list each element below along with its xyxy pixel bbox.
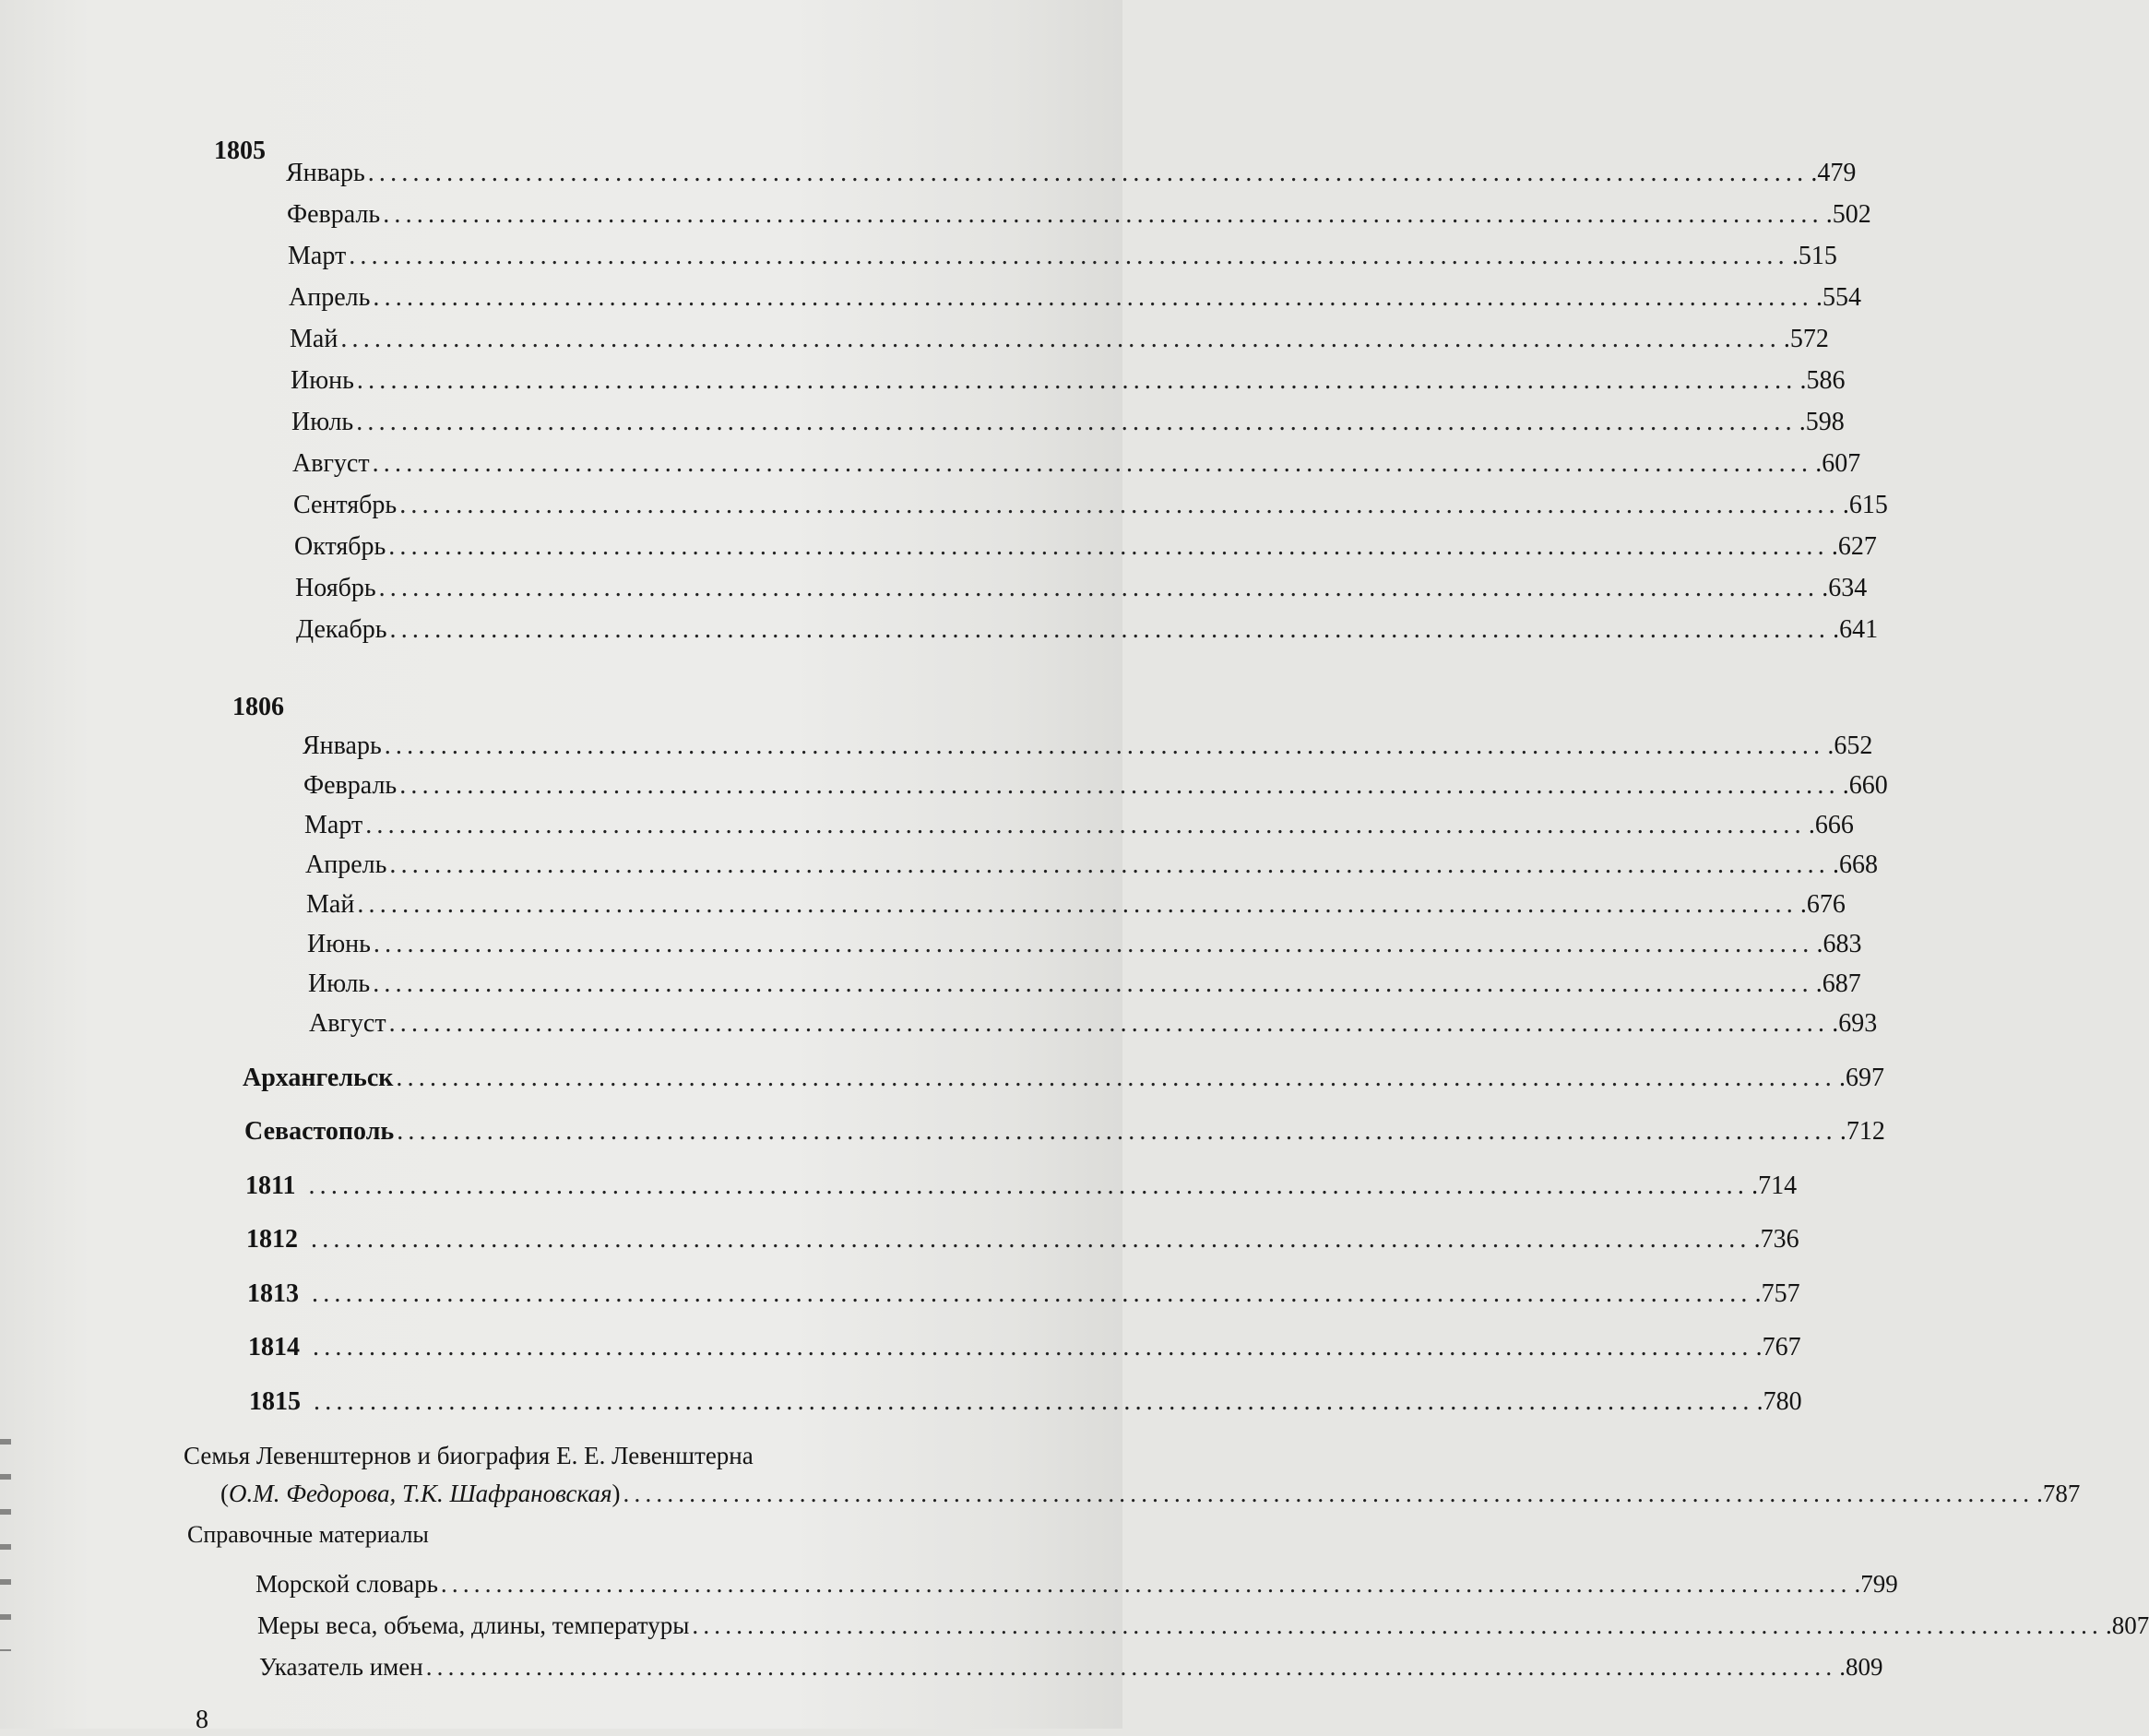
toc-entry-1805-01[interactable] [286, 157, 1857, 190]
toc-entry-label: 1815 [249, 1387, 301, 1416]
toc-page-number: .787 [2036, 1480, 2081, 1507]
toc-entry-label: Август [309, 1009, 386, 1038]
toc-entry-label: Архангельск [243, 1064, 394, 1092]
dot-leader: ................................................................................................................................ [312, 1279, 1752, 1308]
toc-entry-label: 1814 [248, 1333, 300, 1361]
toc-page-number: .676 [1799, 890, 1846, 919]
toc-entry-label: Июль [308, 969, 371, 998]
dot-leader: ................................................................................................................................ [349, 242, 1789, 270]
toc-page-number: .712 [1839, 1117, 1885, 1146]
toc-entry-1805-08[interactable] [292, 447, 1861, 481]
toc-entry-1805-06[interactable] [291, 364, 1846, 398]
toc-entry-1806-02[interactable] [303, 769, 1888, 803]
toc-entry-1805-04[interactable] [289, 281, 1861, 315]
toc-page-number: .687 [1815, 969, 1861, 998]
toc-entry-label: Январь [286, 159, 365, 187]
toc-ref-measures[interactable] [257, 1609, 2149, 1642]
toc-page-number: .641 [1833, 615, 1879, 644]
authors-line [220, 1477, 621, 1510]
toc-page-number: .502 [1825, 200, 1871, 229]
toc-entry-label: Апрель [305, 850, 387, 879]
toc-page-number: .736 [1753, 1225, 1799, 1254]
toc-ref-name-index[interactable] [259, 1650, 1883, 1683]
toc-entry-label: Сентябрь [293, 491, 398, 519]
dot-leader: ................................................................................................................................ [399, 771, 1840, 800]
toc-entry-1805-11[interactable] [295, 572, 1868, 605]
toc-entry-1805-05[interactable] [290, 323, 1829, 356]
toc-entry-label: Апрель [289, 283, 371, 312]
toc-page-number: .693 [1832, 1009, 1878, 1038]
toc-entry-label: Севастополь [244, 1117, 395, 1146]
dot-leader: ................................................................................................................................ [692, 1611, 2103, 1639]
toc-page-number: .697 [1839, 1064, 1885, 1092]
toc-entry-label: Октябрь [294, 532, 386, 561]
dot-leader: ................................................................................................................................ [397, 1117, 1837, 1146]
dot-leader: ................................................................................................................................ [313, 1333, 1753, 1361]
dot-leader: ................................................................................................................................ [399, 491, 1840, 519]
toc-page-number: .668 [1832, 850, 1878, 879]
toc-entry-1806-05[interactable] [306, 888, 1846, 922]
toc-entry-1806-07[interactable] [308, 968, 1861, 1001]
toc-page-number: .515 [1791, 242, 1837, 270]
toc-page-number: .607 [1815, 449, 1861, 478]
paren-close: ) [611, 1480, 621, 1507]
toc-page-number: .627 [1831, 532, 1877, 561]
toc-ref-marine-dictionary[interactable] [255, 1567, 1898, 1600]
toc-entry-label: Морской словарь [255, 1570, 438, 1598]
toc-entry-label: Февраль [303, 771, 398, 800]
toc-section-1812[interactable] [246, 1223, 1799, 1256]
dot-leader: ................................................................................................................................ [311, 1225, 1751, 1254]
toc-page-number: .660 [1842, 771, 1888, 800]
dot-leader: ................................................................................................................................ [425, 1653, 1837, 1681]
family-entry-authors[interactable] [220, 1477, 2081, 1510]
dot-leader: ................................................................................................................................ [357, 890, 1798, 919]
family-entry-title[interactable]: Семья Левенштернов и биография Е. Е. Левенштерна [184, 1442, 754, 1469]
toc-entry-label: Февраль [287, 200, 381, 229]
dot-leader: ................................................................................................................................ [623, 1480, 2035, 1507]
toc-section-1814[interactable] [248, 1331, 1801, 1364]
toc-entry-1805-03[interactable] [288, 240, 1837, 273]
toc-entry-1805-10[interactable] [294, 530, 1877, 564]
toc-entry-label: Указатель имен [259, 1653, 423, 1681]
toc-entry-1805-09[interactable] [293, 489, 1888, 522]
dot-leader: ................................................................................................................................ [367, 159, 1809, 187]
dot-leader: ................................................................................................................................ [388, 1009, 1830, 1038]
dot-leader: ................................................................................................................................ [373, 930, 1814, 958]
toc-page-number: .683 [1816, 930, 1862, 958]
dot-leader: ................................................................................................................................ [384, 731, 1825, 760]
dot-leader: ................................................................................................................................ [372, 449, 1813, 478]
dot-leader: ................................................................................................................................ [378, 574, 1820, 602]
toc-entry-label: Июнь [307, 930, 371, 958]
dot-leader: ................................................................................................................................ [373, 969, 1813, 998]
toc-entry-label: Ноябрь [295, 574, 376, 602]
toc-page-number: .634 [1822, 574, 1868, 602]
dot-leader: ................................................................................................................................ [340, 325, 1781, 353]
paren-open: ( [220, 1480, 229, 1507]
toc-entry-label: Июль [291, 408, 354, 436]
toc-entry-label: Май [306, 890, 355, 919]
toc-section-1811[interactable] [245, 1170, 1798, 1203]
reference-title: Справочные материалы [187, 1521, 429, 1548]
toc-page-number: .809 [1839, 1653, 1883, 1681]
toc-entry-label: Март [288, 242, 347, 270]
toc-entry-1806-04[interactable] [305, 849, 1878, 882]
toc-entry-label: Май [290, 325, 338, 353]
dot-leader: ................................................................................................................................ [373, 283, 1813, 312]
toc-page-number: .554 [1815, 283, 1861, 312]
toc-entry-1806-03[interactable] [304, 809, 1854, 842]
toc-page-number: .479 [1811, 159, 1857, 187]
toc-page-number: .598 [1799, 408, 1845, 436]
toc-entry-1806-01[interactable] [303, 730, 1873, 763]
toc-entry-label: 1811 [245, 1171, 296, 1200]
page-number: 8 [196, 1706, 208, 1734]
dot-leader: ................................................................................................................................ [365, 811, 1806, 839]
toc-section-1813[interactable] [247, 1278, 1800, 1311]
dot-leader: ................................................................................................................................ [308, 1171, 1750, 1200]
toc-section-sevastopol[interactable] [244, 1115, 1885, 1148]
toc-page-number: .780 [1756, 1387, 1802, 1416]
dot-leader: ................................................................................................................................ [356, 366, 1798, 395]
year-heading-1806: 1806 [232, 693, 284, 721]
toc-entry-1806-08[interactable] [309, 1007, 1878, 1040]
toc-entry-1805-07[interactable] [291, 406, 1845, 439]
toc-entry-1805-12[interactable] [296, 613, 1879, 647]
dot-leader: ................................................................................................................................ [356, 408, 1797, 436]
toc-page-number: .666 [1808, 811, 1854, 839]
toc-entry-label: Декабрь [296, 615, 387, 644]
toc-section-arkhangelsk[interactable] [243, 1062, 1885, 1095]
dot-leader: ................................................................................................................................ [440, 1570, 1852, 1598]
toc-page-number: .615 [1842, 491, 1888, 519]
dot-leader: ................................................................................................................................ [383, 200, 1823, 229]
binding-edge [0, 1439, 11, 1651]
toc-entry-label: Январь [303, 731, 382, 760]
dot-leader: ................................................................................................................................ [396, 1064, 1837, 1092]
toc-page-number: .572 [1783, 325, 1829, 353]
dot-leader: ................................................................................................................................ [388, 532, 1829, 561]
toc-entry-label: Июнь [291, 366, 354, 395]
toc-page-number: .807 [2106, 1611, 2149, 1639]
toc-entry-label: Август [292, 449, 370, 478]
authors-names: О.М. Федорова, Т.К. Шафрановская [229, 1480, 612, 1507]
toc-page-number: .757 [1754, 1279, 1800, 1308]
toc-entry-label: 1813 [247, 1279, 299, 1308]
toc-entry-label: 1812 [246, 1225, 298, 1254]
toc-entry-1805-02[interactable] [287, 198, 1871, 232]
dot-leader: ................................................................................................................................ [389, 615, 1831, 644]
toc-page-number: .767 [1755, 1333, 1801, 1361]
toc-entry-1806-06[interactable] [307, 928, 1862, 961]
toc-page-number: .652 [1827, 731, 1873, 760]
toc-section-1815[interactable] [249, 1385, 1802, 1419]
toc-entry-label: Март [304, 811, 363, 839]
dot-leader: ................................................................................................................................ [389, 850, 1830, 879]
year-heading-1805: 1805 [214, 137, 266, 165]
toc-page-number: .799 [1854, 1570, 1898, 1598]
dot-leader: ................................................................................................................................ [314, 1387, 1754, 1416]
toc-entry-label: Меры веса, объема, длины, температуры [257, 1611, 690, 1639]
toc-page-number: .714 [1751, 1171, 1798, 1200]
toc-page-number: .586 [1799, 366, 1846, 395]
